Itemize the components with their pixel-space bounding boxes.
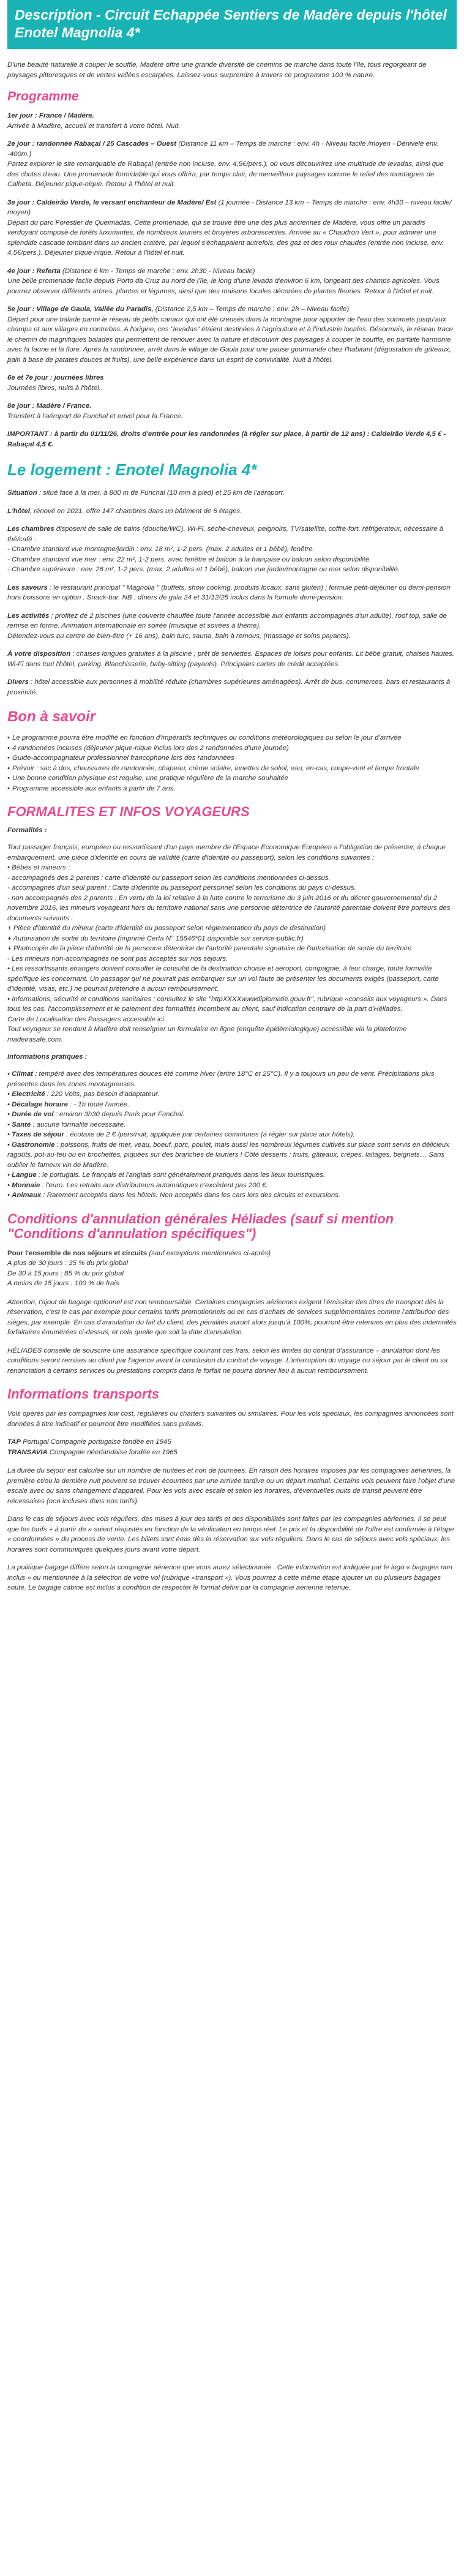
hotel-item-text: disposent de salle de bains (douche/WC), Wi-Fi, sèche-cheveux, peignoirs, TV/satellite, coffre-fort, réfrigérateur, nécessaire à thé/café :: [7, 525, 444, 543]
list-item-text: Programme accessible aux enfants à partir de 7 ans.: [12, 784, 176, 792]
formalites-line: • Informations, sécurité et conditions sanitaires : consultez le site "httpXXXXwwwdiplomatie.gouv.fr", rubrique «conseils aux voyageurs ». Dans tous les cas, l'accomplissement et le paiement des formalités incombent au client, sauf indication contraire de la part d'Héliades.: [7, 995, 447, 1013]
bullet-icon: •: [7, 754, 10, 762]
formalites-subtitle: Formalités :: [7, 827, 47, 834]
programme-day: [7, 266, 457, 297]
description-banner: [7, 0, 457, 49]
bullet-icon: •: [7, 1171, 12, 1179]
practical-item: [7, 1069, 457, 1089]
day-text: Une belle promenade facile depuis Porto da Cruz au nord de l'île, le long d'une levada d'environ 6 km, longeant des champs agricoles. Vous pourrez observer différents arbres, plantes et légumes, ainsi que des maisons locales décorées de plantes fleuries. Retour à l'hôtel et nuit.: [7, 277, 440, 295]
bullet-icon: •: [7, 784, 10, 792]
bon-a-savoir-list: [7, 733, 457, 794]
day-text: Journées libres, nuits à l'hôtel..: [7, 384, 103, 392]
programme-day: [7, 373, 457, 393]
hotel-item: [7, 583, 457, 603]
hotel-item-text: : chaises longues gratuites à la piscine ; prêt de serviettes. Espaces de loisirs pour enfants. Lit bébé gratuit, chaises hautes. Wi-Fi dans tout l'hôtel, parking. Blanchisserie, baby-sitting (payants). Principales cartes de crédit acceptées.: [7, 650, 454, 668]
practical-text: : 220 Volts, pas besoin d'adaptateur.: [45, 1091, 160, 1098]
hotel-item-label: Les saveurs: [7, 584, 48, 591]
practical-subtitle: Informations pratiques :: [7, 1053, 88, 1061]
day-title: 8e jour : Madère / France.: [7, 402, 92, 410]
hotel-item-text: Détendez-vous au centre de bien-être (+ 16 ans), bain turc, sauna, bain à remous, (massage et soins payants).: [7, 632, 351, 640]
transports-paragraph-3: Dans le cas de séjours avec vols réguliers, des mises à jour des tarifs et des disponibilités sont faites par les compagnies aériennes. Il se peut que les tarifs + à partir de » soient réajustés en fonction de la vérification en temps réel. Le prix et la disponibilité de l'offre est confirmée à l'étape « coordonnées » du process de vente. Les billets sont émis dès la réservation sur vols réguliers. Dans le cas de séjours avec vols spéciaux, les horaires sont communiqués quelques jours avant votre départ.: [7, 1515, 454, 1553]
formalites-line: - accompagnés d'un seul parent : Carte d'identité ou passeport personnel selon les conditions du pays ci-dessus.: [7, 884, 356, 892]
day-title: 6e et 7e jour : journées libres: [7, 374, 104, 381]
day-details: (Distance 6 km - Temps de marche : env. 2h30 - Niveau facile): [60, 267, 255, 275]
annulation-paragraph-1: Attention, l'ajout de bagage optionnel est non remboursable. Certaines compagnies aériennes exigent l'émission des titres de transport dès la réservation, c'est le cas par exemple pour certains tarifs promotionnels ou en cas d'achats de services supplémentaires comme l'attribution des sièges, par exemple. En cas d'annulation du fait du client, des pénalités auront alors jusqu'à 100%, pourront être retenues en plus des indemnités forfaitaires énumérées ci-dessus, et cela quelle que soit la date d'annulation.: [7, 1298, 457, 1336]
practical-label: Monnaie: [12, 1181, 40, 1189]
practical-text: : - 1h toute l'année.: [67, 1100, 130, 1108]
day-text: Arrivée à Madère, accueil et transfert à votre hôtel. Nuit.: [7, 122, 181, 130]
practical-text: : aucune formalité nécessaire.: [31, 1121, 126, 1128]
important-note: IMPORTANT : à partir du 01/11/26, droits d'entrée pour les randonnées (à régler sur place, à partir de 12 ans) : Caldeirão Verde 4,5 € - Rabaçal 4,5 €.: [7, 430, 446, 448]
hotel-item-text: : profitez de 2 piscines (une couverte chauffée toute l'année accessible aux enfants accompagnés d'un adulte), roof top, salle de remise en forme. Animation internationale en soirée (musique et soirées à thème).: [7, 612, 447, 629]
bullet-icon: •: [7, 1181, 12, 1189]
transports-paragraph-1: Vols opérés par les compagnies low cost, régulières ou charters suivantes ou similaires. Pour les vols spéciaux, les compagnies annoncées sont données à titre indicatif et pourront être modifiées sans préavis.: [7, 1410, 454, 1428]
airline-item: [7, 1437, 457, 1448]
bullet-icon: •: [7, 1100, 12, 1108]
programme-heading: Programme: [7, 89, 79, 103]
list-item-text: 4 randonnées incluses (déjeuner pique-nique inclus lors des 2 randonnées d'une journée): [12, 744, 289, 752]
bullet-icon: •: [7, 1131, 12, 1138]
bullet-icon: •: [7, 764, 10, 772]
transports-paragraph-4: La politique bagage diffère selon la compagnie aérienne que vous aurez sélectionnée . Cette information est indiquée par le logo « bagages non inclus » ou mentionnée à la sélection de votre vol (rubrique «transport »). Vous pourrez à cette même étape ajouter un ou plusieurs bagages soute. Le bagage cabine est inclus à condition de respecter le format défini par la compagnie aérienne retenue.: [7, 1564, 452, 1591]
practical-label: Animaux: [12, 1192, 42, 1199]
practical-label: Climat: [12, 1070, 33, 1078]
practical-label: Santé: [12, 1121, 31, 1128]
list-item-text: Prévoir : sac à dos, chaussures de randonnée, chapeau, crème solaire, lunettes de soleil, eau, en-cas, coupe-vent et lampe frontale: [12, 764, 419, 772]
bullet-icon: •: [7, 744, 10, 752]
programme-day: [7, 401, 457, 421]
list-item: [7, 773, 457, 784]
bullet-icon: •: [7, 734, 10, 742]
formalites-line: Tout passager français, européen ou ressortissant d'un pays membre de l'Espace Economique Européen a l'obligation de présenter, à chaque embarquement, une pièce d'identité en cours de validité (carte d'identité ou passeport), selon les conditions suivantes :: [7, 844, 446, 862]
formalites-line: • Les ressortissants étrangers doivent consulter le consulat de la destination choisie et aéroport, compagnie, à leur charge, toute formalité spécifique les concernant. Un passager qui ne pourrait pas embarquer sur un vol faute de présenter les documents exigés (passeport, carte d'identité, visas, etc.) ne pourrait prétendre à aucun remboursement.: [7, 965, 439, 993]
hotel-item-label: L'hôtel: [7, 507, 30, 515]
day-text: Départ pour une balade parmi le réseau de petits canaux qui ont été creusés dans la montagne pour apporter de l'eau des sommets jusqu'aux champs et aux villages en contrebas. A l'origine, ces "levadas" étaient destinées à l'agriculture et à l'industrie locales. Désormais, le réseau trace le chemin de magnifiques balades qui permettent de renouer avec la nature et découvrir des paysages à couper le souffle, en parfaite harmonie avec la faune et la flore. Après la randonnée, arrêt dans le village de Gaula pour une pause gourmande chez l'habitant (dégustation de gâteaux, pain à base de patates douces et fruits), une belle expérience dans un esprit de convivialité. Nuit à l'hôtel.: [7, 315, 453, 364]
practical-label: Décalage horaire: [12, 1100, 68, 1108]
day-title: 2e jour : randonnée Rabaçal / 25 Cascades – Ouest: [7, 140, 177, 148]
list-item: [7, 764, 457, 774]
list-item: [7, 753, 457, 764]
hotel-item-label: Les chambres: [7, 525, 54, 533]
list-item-text: Le programme pourra être modifié en fonction d'impératifs techniques ou conditions météorologiques ou selon le jour d'arrivée: [12, 734, 402, 742]
annulation-table: [7, 1249, 457, 1289]
day-details: (Distance 11 km – Temps de marche : env. 4h - Niveau facile /moyen - Dénivelé env. -400m.): [7, 140, 439, 158]
formalites-line: - Les mineurs non-accompagnés ne sont pas acceptés sur nos séjours.: [7, 955, 228, 963]
list-item-text: Une bonne condition physique est requise, une pratique régulière de la marche souhaitée: [12, 775, 288, 782]
annulation-row: De 30 à 15 jours : 85 % du prix global: [7, 1269, 124, 1277]
day-title: 4e jour : Referta: [7, 267, 61, 275]
day-text: Partez explorer le site remarquable de Rabaçal (entrée non incluse, env. 4,5€/pers.), où vous découvrirez une multitude de levadas, ainsi que des chutes d'eau. Une promenade formidable qui vous offrira, par temps clair, de merveilleux paysages comme le relief des montagnes de Calheta. Déjeuner pique-nique. Retour à l'hôtel et nuit.: [7, 160, 444, 188]
airline-item: [7, 1448, 457, 1458]
practical-item: [7, 1110, 457, 1120]
hotel-item: [7, 488, 457, 498]
bullet-icon: •: [7, 775, 10, 782]
hotel-item: [7, 649, 457, 669]
hotel-item-label: Divers: [7, 678, 29, 686]
practical-text: : poissons, fruits de mer, veau, boeuf, porc, poulet, mais aussi les nombreux légumes cultivés sur place sont servis en délicieux ragoûts, pot-au-feu ou en brochettes, piquées sur des branches de lauriers ! Côté desserts : fruits, gâteaux, crêpes, laitages, beignets… Sans oublier le fameux vin de Madère.: [7, 1141, 449, 1169]
hotel-item: [7, 524, 457, 575]
bullet-icon: •: [7, 1091, 12, 1098]
day-text: Départ du parc Forestier de Queimadas. Cette promenade, qui se trouve être une des plus anciennes de Madère, vous offre un paradis verdoyant composé de forêts luxuriantes, de nombreux lauriers et bruyères arborescentes. Arrivée au « Chaudron Vert », pour admirer une splendide cascade tombant dans un ancien cratère, par lequel s'échappaient autrefois, des gaz et des roux chaudes (entrée non incluse, env. 4,5€/pers.). Déjeuner pique-nique. Retour à l'hôtel et nuit.: [7, 219, 444, 257]
annulation-paragraph-2: HÉLIADES conseille de souscrire une assurance spécifique couvrant ces frais, selon les limites du contrat d'assurance – annulation dont les conditions seront remises au client par l'agence avant la conclusion du contrat de voyage. L'interruption du voyage ou séjour par le client ou sa renonciation à certains services ou prestations compris dans le forfait ne pourra donner lieu à aucun remboursement.: [7, 1346, 448, 1375]
practical-text: : l'euro. Les retraits aux distributeurs automatiques n'excèdent pas 200 €.: [40, 1181, 268, 1189]
day-title: 5e jour : Village de Gaula, Vallée du Paradis,: [7, 306, 154, 313]
hotel-item-text: - Chambre standard vue montagne/jardin : env. 18 m², 1-2 pers. (max. 2 adultes et 1 bébé), fenêtre.: [7, 546, 315, 553]
day-text: Transfert à l'aéroport de Funchal et envol pour la France.: [7, 412, 183, 420]
hotel-item: [7, 506, 457, 517]
practical-label: Electricité: [12, 1091, 45, 1098]
practical-item: [7, 1170, 457, 1181]
formalites-text: [7, 843, 457, 1045]
hotel-item: [7, 611, 457, 642]
list-item-text: Guide-accompagnateur professionnel francophone lors des randonnées: [12, 754, 234, 762]
programme-day: [7, 304, 457, 365]
annulation-heading: Conditions d'annulation générales Héliades (sauf si mention "Conditions d'annulation spécifiques"): [7, 1211, 394, 1241]
hotel-item-label: Les activités: [7, 612, 50, 620]
day-details: (Distance 2,5 km – Temps de marche : env. 2h – Niveau facile): [153, 306, 350, 313]
practical-item: [7, 1190, 457, 1201]
bullet-icon: •: [7, 1070, 12, 1078]
formalites-line: Tout voyageur se rendant à Madère doit renseigner un formulaire en ligne (enquête épidémiologique) accessible via la plateforme madeirasafe.com.: [7, 1026, 407, 1043]
page-title: Description - Circuit Echappée Sentiers de Madère depuis l'hôtel Enotel Magnolia 4*: [15, 7, 447, 40]
formalites-line: - non accompagnés des 2 parents : En vertu de la loi relative à la lutte contre le terrorisme du 3 juin 2016 et du décret gouvernemental du 2 novembre 2016, les mineurs voyageant hors du territoire national sans une personne détentrice de l'autorité parentale doivent être porteurs des documents suivants :: [7, 894, 451, 922]
formalites-heading: FORMALITES ET INFOS VOYAGEURS: [7, 804, 250, 819]
airline-description: Compagnie néerlandaise fondée en 1965: [47, 1448, 178, 1456]
annulation-row: A moins de 15 jours : 100 % de frais: [7, 1280, 119, 1287]
airline-list: [7, 1437, 457, 1457]
hotel-item-text: : hôtel accessible aux personnes à mobilité réduite (chambres supérieures aménagées). Arrêt de bus, commerces, bars et restaurants à proximité.: [7, 678, 451, 696]
hotel-item-text: : situé face à la mer, à 800 m de Funchal (10 min à pied) et 25 km de l'aéroport.: [37, 489, 285, 497]
bullet-icon: •: [7, 1141, 12, 1149]
annulation-row: A plus de 30 jours : 35 % du prix global: [7, 1260, 129, 1267]
annulation-intro-extra: (sauf exceptions mentionnées ci-après): [147, 1249, 271, 1257]
practical-text: : le portugais. Le français et l'anglais sont généralement pratiqués dans les lieux touristiques.: [36, 1171, 326, 1179]
hotel-item-label: À votre disposition: [7, 650, 71, 658]
hotel-heading: Le logement : Enotel Magnolia 4*: [7, 460, 257, 479]
practical-item: [7, 1130, 457, 1140]
transports-heading: Informations transports: [7, 1386, 160, 1402]
airline-code: TRANSAVIA: [7, 1448, 48, 1456]
practical-item: [7, 1140, 457, 1171]
bon-a-savoir-heading: Bon à savoir: [7, 708, 96, 725]
list-item: [7, 733, 457, 743]
practical-text: : Rarement acceptés dans les hôtels. Non acceptés dans les cars lors des circuits et excursions.: [41, 1192, 341, 1199]
transports-paragraph-2: La durée du séjour est calculée sur un nombre de nuitées et non de journées. En raison des horaires imposés par les compagnies aériennes, la première et/ou la dernière nuit peuvent se trouver écourtées par une arrivée tardive ou un départ matinal. Certains vols peuvent faire l'objet d'une escale avec ou sans changement d'appareil. Pour les vols avec escale et selon les horaires, d'éventuelles nuits de transit peuvent être nécessaires (non incluses dans nos tarifs).: [7, 1467, 455, 1505]
practical-text: : écotaxe de 2 € /pers/nuit, appliquée par certaines communes (à régler sur place aux hôtels).: [64, 1131, 355, 1138]
day-title: 1er jour : France / Madère.: [7, 112, 94, 119]
practical-item: [7, 1089, 457, 1100]
airline-code: TAP: [7, 1438, 21, 1446]
practical-label: Langue: [12, 1171, 37, 1179]
programme-day: [7, 111, 457, 131]
bullet-icon: •: [7, 1111, 12, 1118]
hotel-item-label: Situation: [7, 489, 37, 497]
programme-days: [7, 111, 457, 421]
bullet-icon: •: [7, 1121, 12, 1128]
intro-text: D'une beauté naturelle à couper le souffle, Madère offre une grande diversité de chemins de marche dans toute l'île, tous regorgeant de paysages pittoresques et de vertes vallées escarpées. Laissez-vous surprendre à travers ce programme 100 % nature.: [7, 61, 427, 79]
formalites-line: - accompagnés des 2 parents : carte d'identité ou passeport selon les conditions mentionnées ci-dessus.: [7, 874, 331, 882]
practical-label: Durée de vol: [12, 1111, 54, 1118]
list-item: [7, 743, 457, 754]
hotel-item-text: - Chambre standard vue mer : env. 22 m², 1-2 pers. avec fenêtre et balcon à la française ou balcon selon disponibilité.: [7, 555, 372, 563]
formalites-line: Carte de Localisation des Passagers accessible ici: [7, 1015, 164, 1023]
formalites-line: + Photocopie de la pièce d'identité de la personne détentrice de l'autorité parentale signataire de l'autorisation de sortie du territoire: [7, 945, 412, 952]
hotel-item: [7, 677, 457, 697]
practical-label: Taxes de séjour: [12, 1131, 64, 1138]
day-details: (1 journée - Distance 13 km – Temps de marche : env. 4h30 – niveau facile/ moyen): [7, 198, 452, 216]
practical-item: [7, 1120, 457, 1130]
hotel-item-text: : le restaurant principal " Magnolia " (buffets, show cooking, produits locaux, sans gluten) ; formule petit-déjeuner ou demi-pension hors boissons en option . Snack-bar. NB : dîners de gala 24 et 31/12/25 inclus dans la formule demi-pension.: [7, 584, 451, 601]
programme-day: [7, 139, 457, 190]
hotel-item-text: , rénové en 2021, offre 147 chambres dans un bâtiment de 6 étages.: [29, 507, 242, 515]
practical-info-list: [7, 1069, 457, 1201]
annulation-rows: [7, 1258, 457, 1289]
practical-label: Gastronomie: [12, 1141, 55, 1149]
formalites-line: + Pièce d'identité du mineur (carte d'identité ou passeport selon réglementation du pays de destination): [7, 925, 326, 932]
bullet-icon: •: [7, 1192, 12, 1199]
formalites-line: • Bébés et mineurs :: [7, 864, 70, 871]
practical-item: [7, 1100, 457, 1110]
hotel-item-text: - Chambre supérieure : env. 26 m², 1-2 pers. (max. 2 adultes et 1 bébé), balcon vue jardin/montagne ou mer selon disponibilité.: [7, 566, 400, 573]
hotel-details: [7, 488, 457, 697]
list-item: [7, 784, 457, 794]
annulation-intro: Pour l'ensemble de nos séjours et circuits: [7, 1249, 148, 1257]
practical-text: : environ 3h30 depuis Paris pour Funchal.: [53, 1111, 185, 1118]
day-title: 3e jour : Caldeirão Verde, le versant enchanteur de Madère/ Est: [7, 198, 217, 206]
airline-description: Portugal Compagnie portugaise fondée en 1945: [20, 1438, 171, 1446]
formalites-line: + Autorisation de sortie du territoire (imprimé Cerfa N° 15646*01 disponible sur service-public.fr): [7, 934, 304, 942]
programme-day: [7, 198, 457, 258]
practical-item: [7, 1181, 457, 1191]
practical-text: : tempéré avec des températures douces été comme hiver (entre 18°C et 25°C). Il y a toujours un peu de vent. Précipitations plus présentes dans les zones montagneuses.: [7, 1070, 435, 1088]
